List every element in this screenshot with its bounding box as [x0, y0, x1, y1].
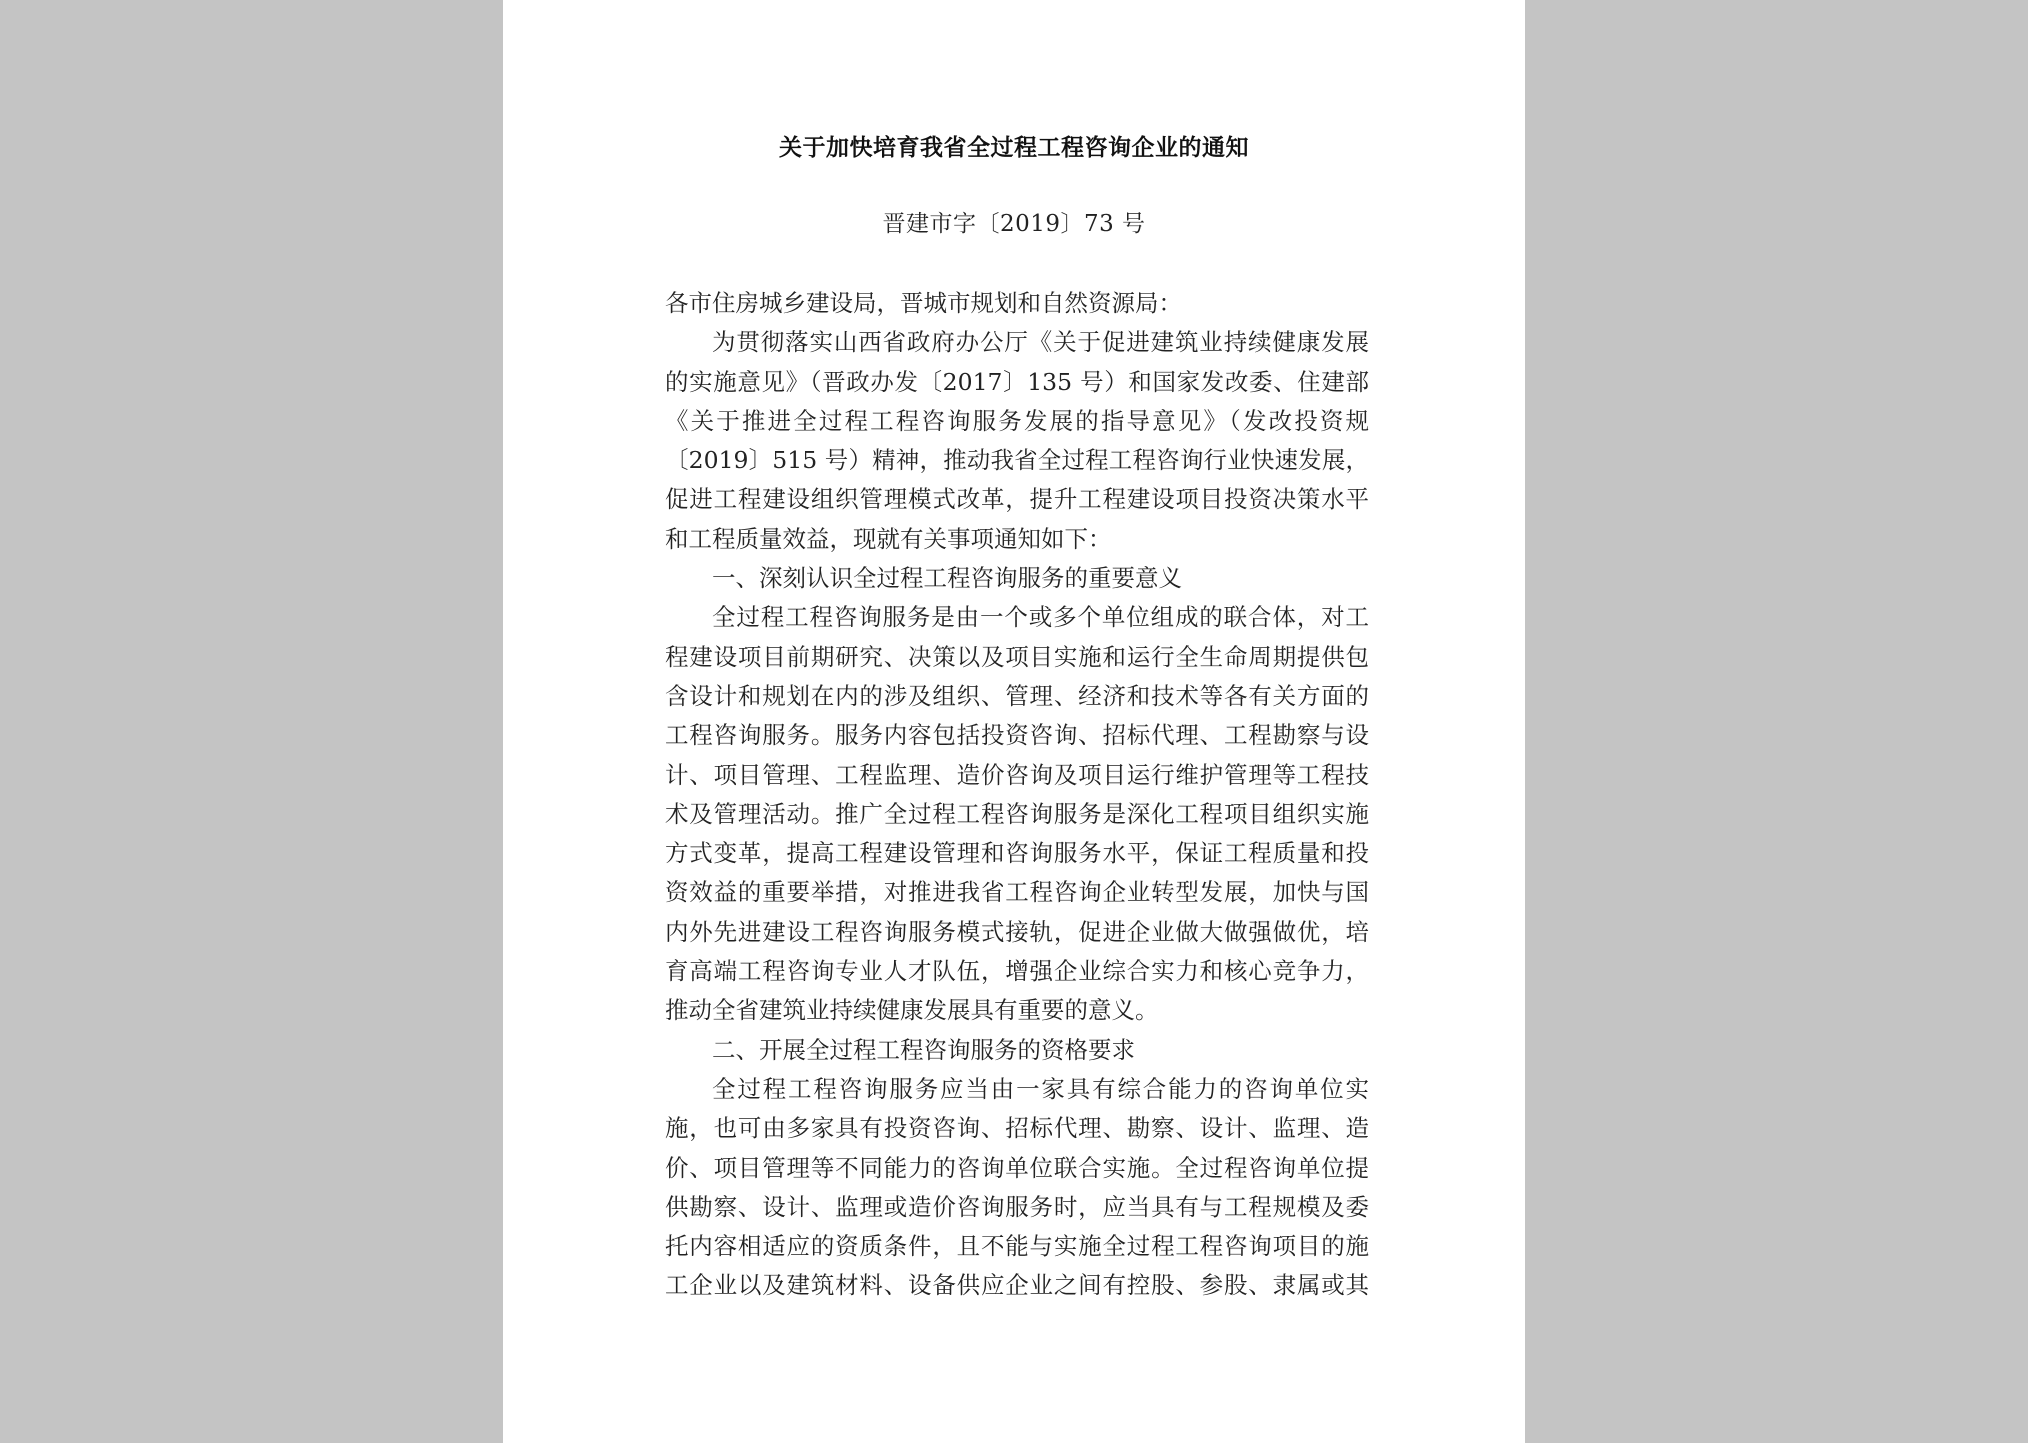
body-line: 全过程工程咨询服务是由一个或多个单位组成的联合体，对工	[712, 603, 1369, 632]
body-line: 施，也可由多家具有投资咨询、招标代理、勘察、设计、监理、造	[665, 1114, 1369, 1143]
body-line: 为贯彻落实山西省政府办公厅《关于促进建筑业持续健康发展	[712, 328, 1369, 357]
body-line: 〔2019〕515 号）精神，推动我省全过程工程咨询行业快速发展，	[665, 446, 1369, 475]
body-line: 价、项目管理等不同能力的咨询单位联合实施。全过程咨询单位提	[665, 1153, 1369, 1182]
document-page	[503, 0, 1525, 1443]
body-line: 《关于推进全过程工程咨询服务发展的指导意见》（发改投资规	[665, 406, 1369, 435]
body-line: 内外先进建设工程咨询服务模式接轨，促进企业做大做强做优，培	[665, 917, 1369, 946]
body-line: 术及管理活动。推广全过程工程咨询服务是深化工程项目组织实施	[665, 799, 1369, 828]
body-line: 供勘察、设计、监理或造价咨询服务时，应当具有与工程规模及委	[665, 1192, 1369, 1221]
body-line: 的实施意见》（晋政办发〔2017〕135 号）和国家发改委、住建部	[665, 367, 1369, 396]
body-line: 一、深刻认识全过程工程咨询服务的重要意义	[712, 564, 1182, 593]
body-line: 各市住房城乡建设局，晋城市规划和自然资源局：	[665, 289, 1182, 317]
body-line: 程建设项目前期研究、决策以及项目实施和运行全生命周期提供包	[665, 642, 1369, 671]
body-line: 育高端工程咨询专业人才队伍，增强企业综合实力和核心竞争力，	[665, 957, 1369, 986]
body-line: 推动全省建筑业持续健康发展具有重要的意义。	[665, 996, 1159, 1025]
document-title: 关于加快培育我省全过程工程咨询企业的通知	[779, 134, 1249, 161]
body-line: 含设计和规划在内的涉及组织、管理、经济和技术等各有关方面的	[665, 681, 1369, 710]
body-line: 二、开展全过程工程咨询服务的资格要求	[712, 1035, 1135, 1064]
document-body	[665, 284, 1369, 1306]
body-line: 工企业以及建筑材料、设备供应企业之间有控股、参股、隶属或其	[665, 1271, 1369, 1300]
body-line: 和工程质量效益，现就有关事项通知如下：	[665, 524, 1112, 553]
body-line: 促进工程建设组织管理模式改革，提升工程建设项目投资决策水平	[665, 485, 1369, 514]
body-line: 工程咨询服务。服务内容包括投资咨询、招标代理、工程勘察与设	[665, 721, 1369, 750]
body-line: 全过程工程咨询服务应当由一家具有综合能力的咨询单位实	[712, 1074, 1369, 1103]
body-line: 资效益的重要举措，对推进我省工程咨询企业转型发展，加快与国	[665, 878, 1369, 907]
document-number: 晋建市字〔2019〕73 号	[882, 211, 1146, 237]
body-line: 计、项目管理、工程监理、造价咨询及项目运行维护管理等工程技	[665, 760, 1369, 789]
body-line: 方式变革，提高工程建设管理和咨询服务水平，保证工程质量和投	[665, 839, 1369, 868]
body-line: 托内容相适应的资质条件，且不能与实施全过程工程咨询项目的施	[665, 1232, 1369, 1261]
